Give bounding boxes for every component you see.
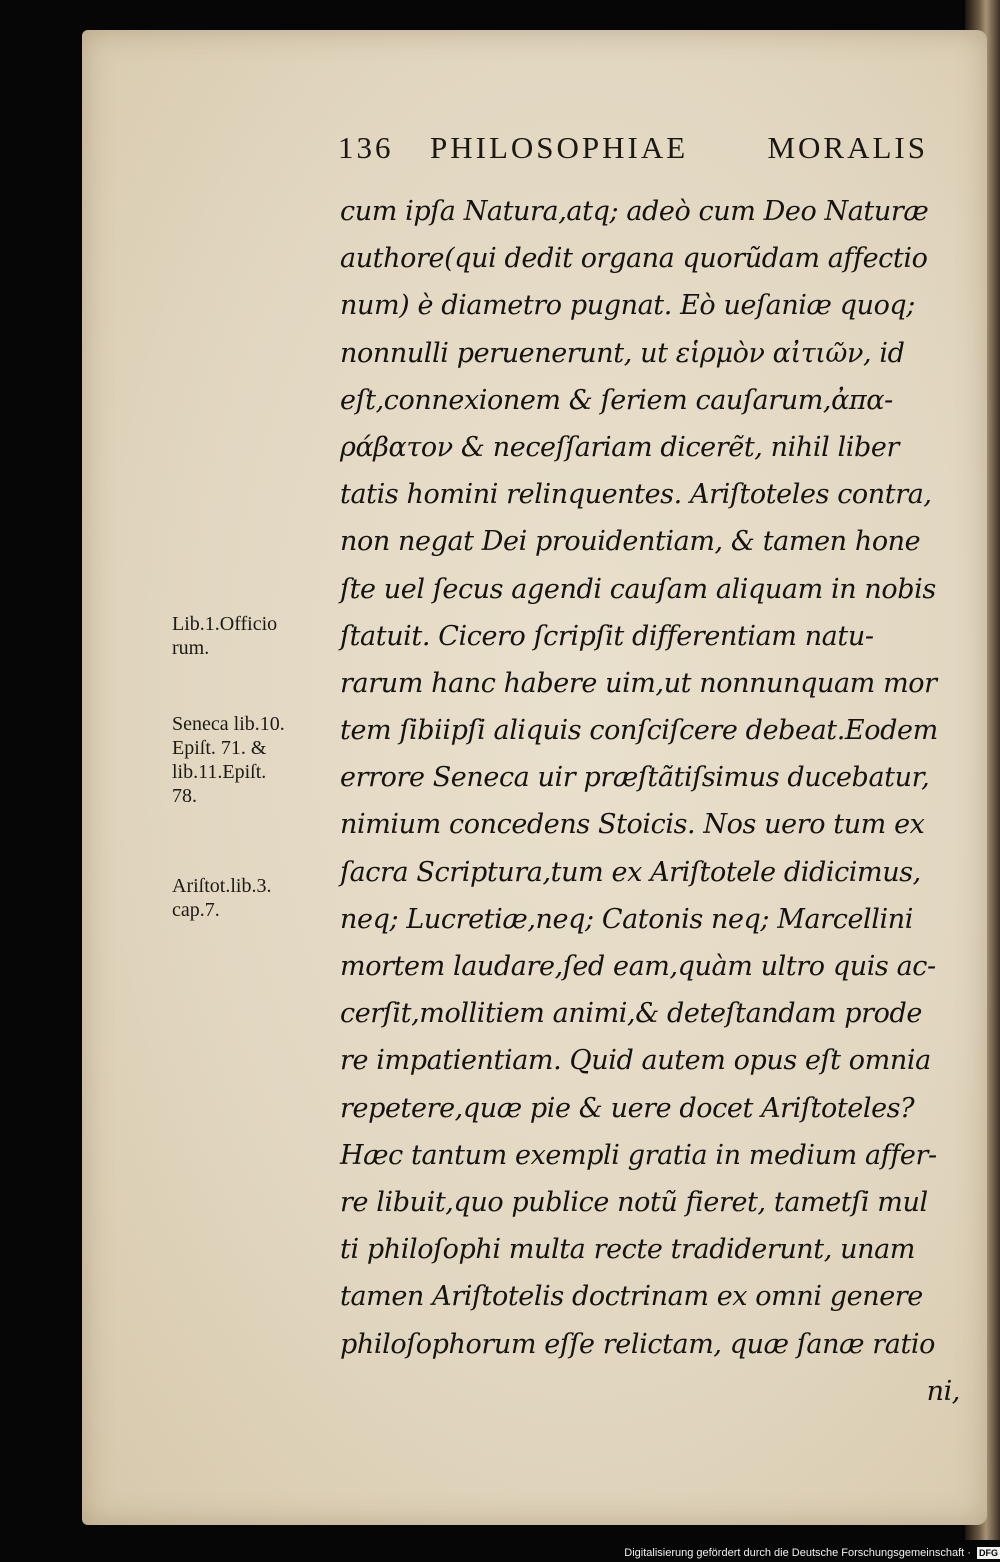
- text-line: mortem laudare,ſed eam,quàm ultro quis ac-: [340, 951, 936, 982]
- text-line: ſtatuit. Cicero ſcripſit differentiam natu-: [340, 620, 874, 652]
- margin-note-line: Lib.1.Officio: [172, 613, 278, 635]
- text-line: ράβατον & neceſſariam dicerẽt, nihil liber: [340, 431, 899, 463]
- text-line: num) è diametro pugnat. Eò ueſaniæ quoq;: [340, 290, 916, 322]
- page-number: 136: [338, 130, 394, 165]
- margin-note-line: lib.11.Epiſt.: [172, 761, 267, 783]
- margin-note-line: 78.: [172, 785, 197, 807]
- text-line: repetere,quæ pie & uere docet Ariſtoteles?: [340, 1092, 915, 1124]
- digitization-credit: [600, 1544, 1000, 1562]
- text-line: re impatientiam. Quid autem opus eſt omnia: [340, 1045, 931, 1077]
- text-line: non negat Dei prouidentiam, & tamen hone: [340, 526, 921, 558]
- text-line: eſt,connexionem & ſeriem cauſarum,ἀπα-: [340, 384, 893, 416]
- margin-note-line: Seneca lib.10.: [172, 713, 285, 735]
- text-line: ti philoſophi multa recte tradiderunt, unam: [340, 1234, 915, 1266]
- text-line: ſte uel ſecus agendi cauſam aliquam in nobis: [340, 573, 936, 605]
- margin-note-line: cap.7.: [172, 899, 220, 921]
- text-line: cerſit,mollitiem animi,& deteſtandam prode: [340, 998, 922, 1030]
- margin-note-line: Ariſtot.lib.3.: [172, 875, 272, 897]
- header-title-left: PHILOSOPHIAE: [430, 130, 689, 165]
- margin-note-cicero: [172, 612, 277, 660]
- text-line: re libuit,quo publice notũ fieret, tametſi mul: [340, 1186, 928, 1218]
- text-line: authore(qui dedit organa quorũdam affectio: [340, 243, 928, 275]
- margin-note-line: Epiſt. 71. &: [172, 737, 267, 759]
- credit-text: Digitalisierung gefördert durch die Deutsche Forschungsgemeinschaft ·: [624, 1547, 971, 1559]
- margin-note-aristotle: [172, 874, 271, 922]
- text-line: tem ſibiipſi aliquis conſciſcere debeat.Eodem: [340, 715, 938, 747]
- main-text-block: [340, 188, 960, 1415]
- text-line: neq; Lucretiæ,neq; Catonis neq; Marcellini: [340, 903, 913, 935]
- catchword: ni,: [926, 1375, 960, 1407]
- margin-note-line: rum.: [172, 637, 210, 659]
- text-line: nimium concedens Stoicis. Nos uero tum ex: [340, 809, 925, 841]
- text-line: errore Seneca uir præſtãtiſsimus ducebatur,: [340, 762, 930, 794]
- header-title-right: MORALIS: [767, 130, 928, 165]
- text-line: Hæc tantum exempli gratia in medium affer-: [340, 1139, 937, 1171]
- text-line: philoſophorum eſſe relictam, quæ ſanæ ratio: [340, 1328, 935, 1360]
- text-line: tamen Ariſtotelis doctrinam ex omni genere: [340, 1281, 923, 1313]
- running-header: [338, 130, 968, 170]
- text-line: tatis homini relinquentes. Ariſtoteles contra,: [340, 479, 932, 511]
- text-line: ſacra Scriptura,tum ex Ariſtotele didicimus,: [340, 856, 921, 888]
- text-line: rarum hanc habere uim,ut nonnunquam mor: [340, 667, 937, 699]
- dfg-logo: DFG: [979, 1548, 998, 1559]
- text-line: nonnulli peruenerunt, ut εἱρμὸν αἰτιῶν, id: [340, 337, 905, 369]
- margin-note-seneca: [172, 712, 285, 808]
- text-line: cum ipſa Natura,atq; adeò cum Deo Naturæ: [340, 196, 929, 227]
